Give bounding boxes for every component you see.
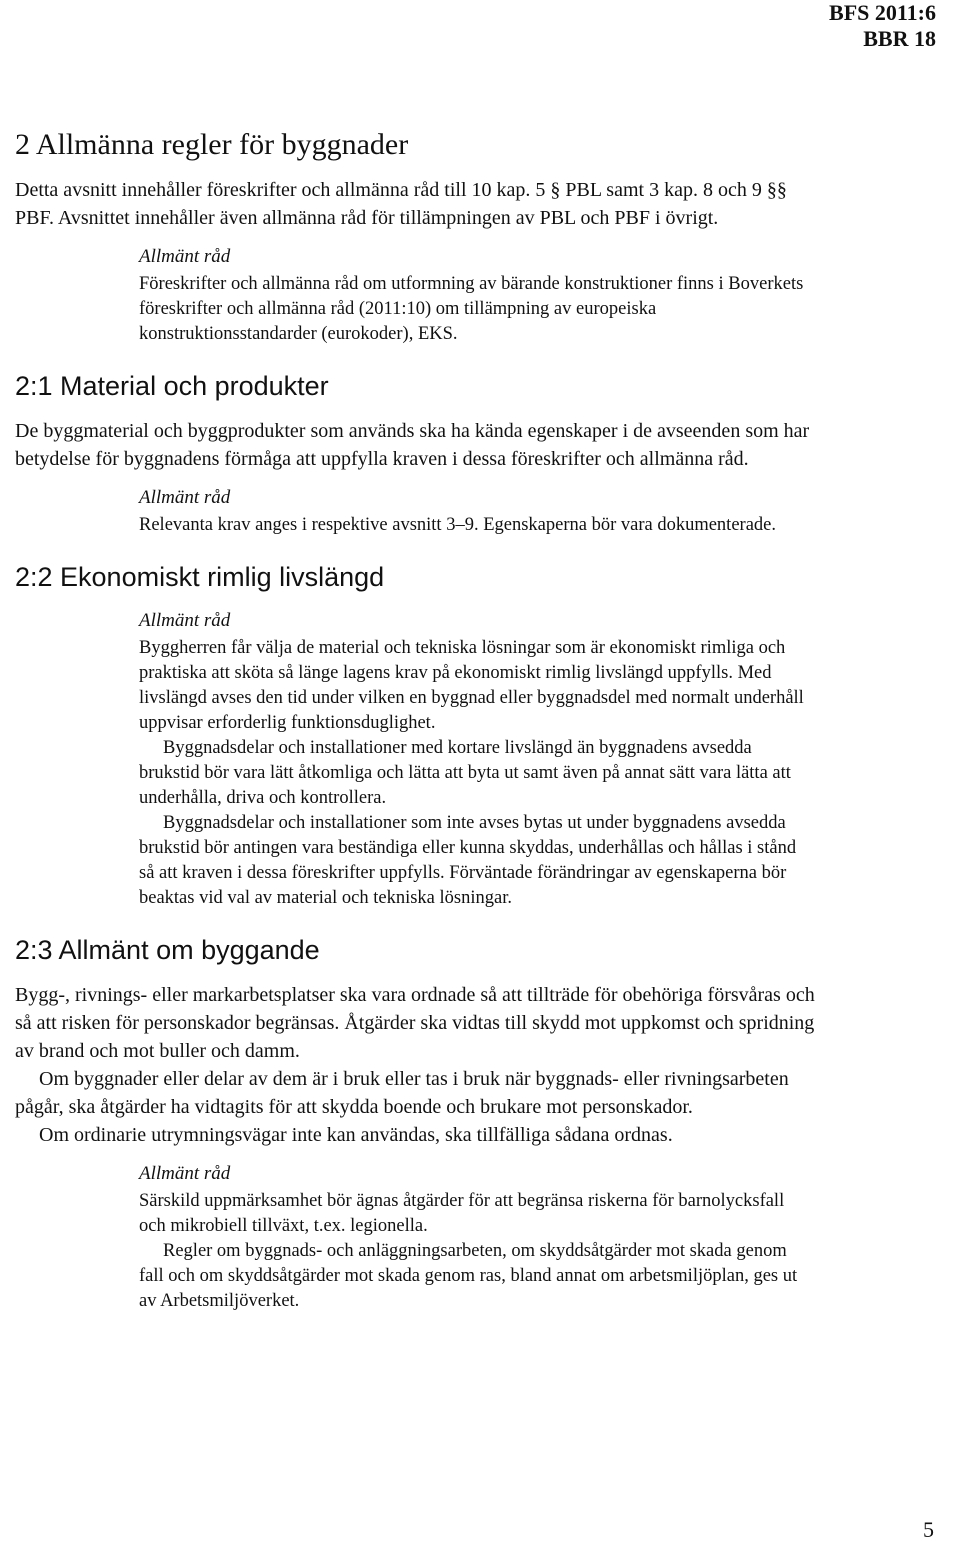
section-2-3-paragraph: Bygg-, rivnings- eller markarbetsplatser ska vara ordnade så att tillträde för obehöriga försvåras och så att risken för personskador begränsas. Åtgärder ska vidtas till skydd mot uppkomst och spridning av brand och mot buller och damm. (15, 984, 815, 1062)
section-2-1-body: De byggmaterial och byggprodukter som används ska ha kända egenskaper i de avseenden som har betydelse för byggnadens förmåga att uppfylla kraven i dessa föreskrifter och allmänna råd. (15, 420, 810, 470)
section-2-3-paragraph: Om byggnader eller delar av dem är i bruk eller tas i bruk när byggnads- eller rivningsarbeten pågår, ska åtgärder ha vidtagits för att skydda boende och brukare mot personskador. (15, 1068, 789, 1118)
header-document-id: BFS 2011:6 (829, 0, 936, 25)
chapter-title: 2 Allmänna regler för byggnader (15, 128, 409, 161)
header-regulation-id: BBR 18 (863, 26, 936, 51)
advice-paragraph: Byggherren får välja de material och tekniska lösningar som är ekonomiskt rimliga och praktiska att sköta så länge lagens krav på ekonomiskt rimlig livslängd uppfylls. Med livslängd avses den tid under vilken en byggnad eller byggnadsdel med normalt underhåll uppvisar erforderlig funktionsduglighet. (139, 638, 804, 733)
general-advice-block (139, 244, 815, 347)
page-number: 5 (923, 1517, 934, 1542)
advice-paragraph: Byggnadsdelar och installationer som inte avses bytas ut under byggnadens avsedda brukstid bör antingen vara beständiga eller kunna skyddas, underhållas och hållas i stånd så att kraven i dessa föreskrifter uppfylls. Förväntade förändringar av egenskaperna bör beaktas vid val av material och tekniska lösningar. (139, 813, 797, 908)
advice-label: Allmänt råd (139, 1163, 231, 1184)
general-advice-block (139, 1161, 815, 1314)
advice-label: Allmänt råd (139, 246, 231, 267)
chapter-intro: Detta avsnitt innehåller föreskrifter och allmänna råd till 10 kap. 5 § PBL samt 3 kap. 8 och 9 §§ PBF. Avsnittet innehåller även allmänna råd för tillämpningen av PBL och PBF i övrigt. (15, 179, 787, 229)
advice-text: Relevanta krav anges i respektive avsnitt 3–9. Egenskaperna bör vara dokumenterade. (139, 515, 776, 535)
document-body (15, 126, 815, 1314)
advice-paragraph: Byggnadsdelar och installationer med kortare livslängd än byggnadens avsedda brukstid bör vara lätt åtkomliga och lätta att byta ut samt även på annat sätt vara lätta att underhålla, driva och kontrollera. (139, 738, 791, 808)
section-title-2-3: 2:3 Allmänt om byggande (15, 935, 320, 965)
section-title-2-2: 2:2 Ekonomiskt rimlig livslängd (15, 562, 385, 592)
advice-text: Föreskrifter och allmänna råd om utformning av bärande konstruktioner finns i Boverkets föreskrifter och allmänna råd (2011:10) om tillämpning av europeiska konstruktionsstandarder (eurokoder), EKS. (139, 274, 804, 344)
advice-label: Allmänt råd (139, 487, 231, 508)
page-header (829, 0, 936, 52)
general-advice-block (139, 485, 815, 538)
advice-paragraph: Särskild uppmärksamhet bör ägnas åtgärder för att begränsa riskerna för barnolycksfall och mikrobiell tillväxt, t.ex. legionella. (139, 1191, 785, 1236)
section-title-2-1: 2:1 Material och produkter (15, 371, 329, 401)
advice-paragraph: Regler om byggnads- och anläggningsarbeten, om skyddsåtgärder mot skada genom fall och om skyddsåtgärder mot skada genom ras, bland annat om arbetsmiljöplan, ges ut av Arbetsmiljöverket. (139, 1241, 798, 1311)
section-2-3-paragraph: Om ordinarie utrymningsvägar inte kan användas, ska tillfälliga sådana ordnas. (39, 1124, 673, 1146)
advice-label: Allmänt råd (139, 610, 231, 631)
general-advice-block (139, 608, 815, 911)
